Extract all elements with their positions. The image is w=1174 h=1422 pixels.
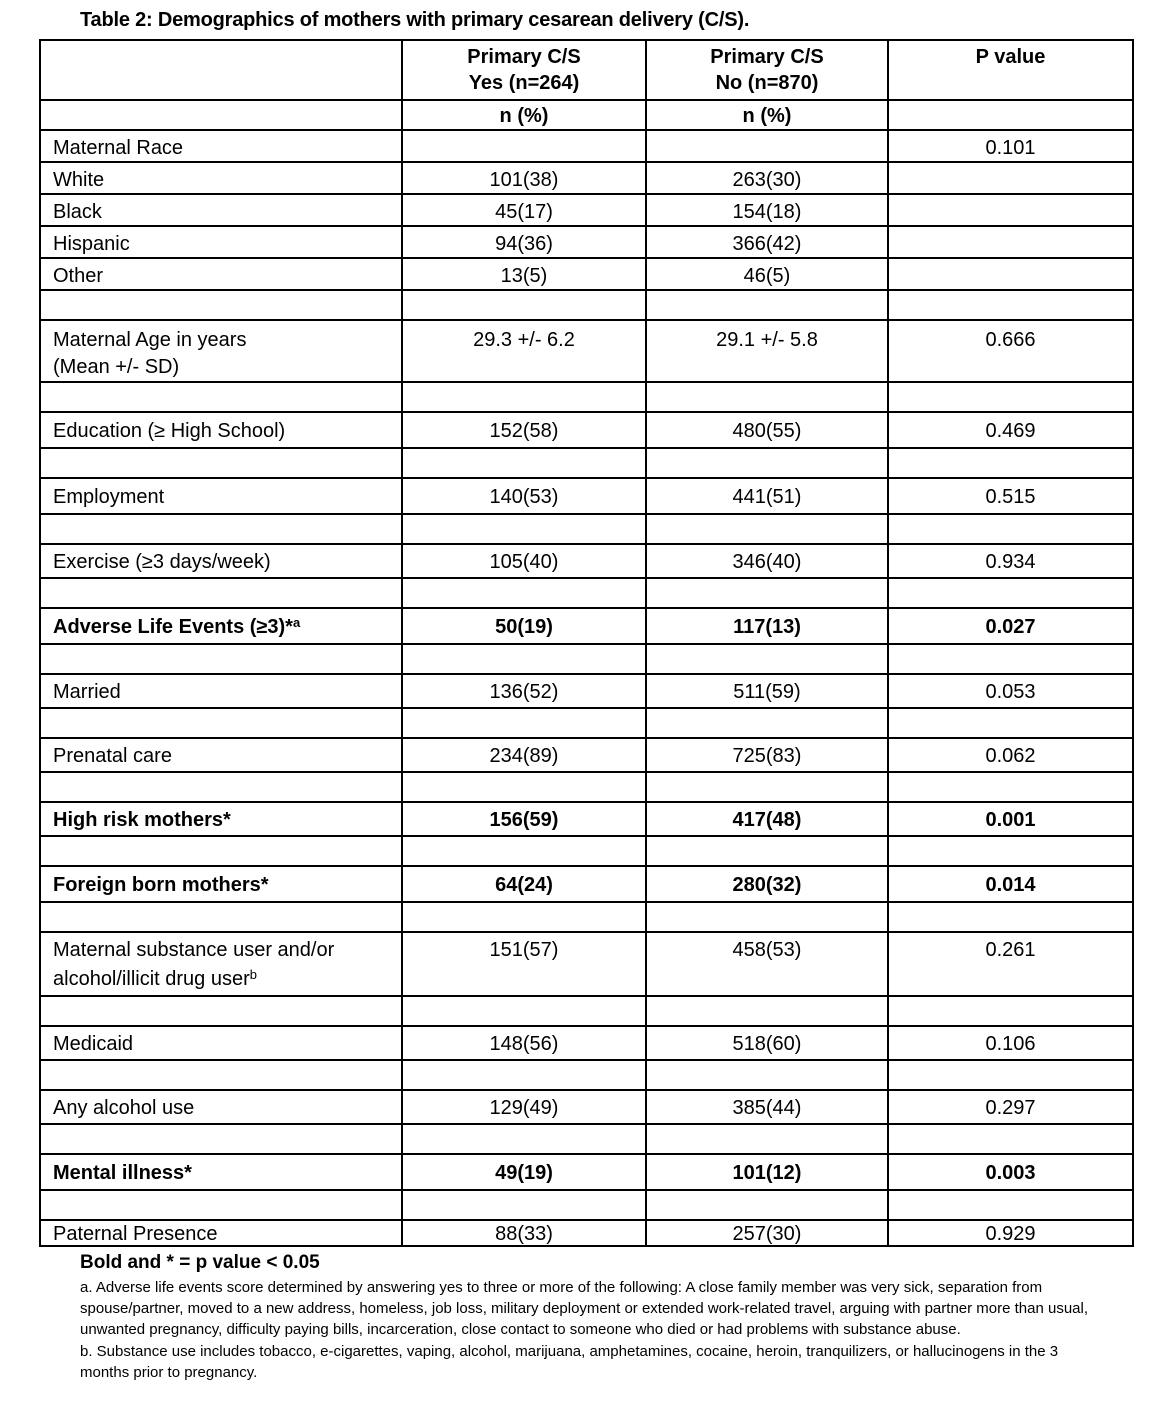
spacer-row — [40, 996, 1133, 1026]
demographics-table — [39, 39, 1134, 1247]
row-label-cell — [40, 320, 402, 382]
table-row — [40, 226, 1133, 258]
spacer-row — [40, 382, 1133, 412]
row-no: 366(42) — [646, 226, 888, 258]
row-yes: 234(89) — [402, 738, 646, 772]
footnote-marker: b — [249, 967, 257, 982]
row-label: Other — [40, 258, 402, 290]
spacer-row — [40, 1060, 1133, 1090]
row-label-line2: (Mean +/- SD) — [53, 356, 180, 378]
row-label: High risk mothers* — [40, 802, 402, 836]
row-p: 0.666 — [888, 320, 1133, 382]
table-row — [40, 1090, 1133, 1124]
row-label-cell — [40, 932, 402, 996]
row-label: Education (≥ High School) — [40, 412, 402, 448]
header-unit-no: n (%) — [646, 100, 888, 130]
row-no: 725(83) — [646, 738, 888, 772]
row-yes: 101(38) — [402, 162, 646, 194]
spacer-row — [40, 836, 1133, 866]
row-no: 280(32) — [646, 866, 888, 902]
header-p-cell — [888, 40, 1133, 100]
row-yes: 140(53) — [402, 478, 646, 514]
row-label: Married — [40, 674, 402, 708]
header-unit-row — [40, 100, 1133, 130]
row-p: 0.515 — [888, 478, 1133, 514]
table-row — [40, 412, 1133, 448]
header-no-cell — [646, 40, 888, 100]
footnotes — [80, 1251, 1090, 1383]
table-row-significant — [40, 802, 1133, 836]
row-yes: 45(17) — [402, 194, 646, 226]
row-p: 0.014 — [888, 866, 1133, 902]
header-unit-p — [888, 100, 1133, 130]
significance-note: Bold and * = p value < 0.05 — [80, 1252, 320, 1273]
row-no: 385(44) — [646, 1090, 888, 1124]
table-row — [40, 544, 1133, 578]
row-label: Medicaid — [40, 1026, 402, 1060]
header-no-line2: No (n=870) — [715, 72, 819, 94]
row-p: 0.062 — [888, 738, 1133, 772]
spacer-row — [40, 902, 1133, 932]
row-no: 46(5) — [646, 258, 888, 290]
table-row-significant — [40, 608, 1133, 644]
spacer-row — [40, 578, 1133, 608]
row-no: 263(30) — [646, 162, 888, 194]
row-yes: 50(19) — [402, 608, 646, 644]
table-row — [40, 738, 1133, 772]
row-label: Paternal Presence — [40, 1220, 402, 1246]
row-label-cell — [40, 608, 402, 644]
table-row — [40, 194, 1133, 226]
table-row — [40, 1026, 1133, 1060]
spacer-row — [40, 448, 1133, 478]
spacer-row — [40, 708, 1133, 738]
row-yes: 105(40) — [402, 544, 646, 578]
row-label: Hispanic — [40, 226, 402, 258]
row-p: 0.261 — [888, 932, 1133, 996]
row-label: Maternal Age in years — [53, 329, 247, 351]
header-yes-cell — [402, 40, 646, 100]
row-p: 0.469 — [888, 412, 1133, 448]
table-row-significant — [40, 866, 1133, 902]
row-label: Any alcohol use — [40, 1090, 402, 1124]
table-row — [40, 932, 1133, 996]
row-yes: 148(56) — [402, 1026, 646, 1060]
row-yes: 156(59) — [402, 802, 646, 836]
row-yes — [402, 130, 646, 162]
spacer-row — [40, 290, 1133, 320]
row-label: Maternal substance user and/or — [53, 939, 335, 961]
row-label: Foreign born mothers* — [40, 866, 402, 902]
spacer-row — [40, 644, 1133, 674]
row-no: 458(53) — [646, 932, 888, 996]
spacer-row — [40, 772, 1133, 802]
table-row — [40, 1220, 1133, 1246]
row-yes: 94(36) — [402, 226, 646, 258]
header-p-label: P value — [975, 46, 1046, 68]
row-p: 0.053 — [888, 674, 1133, 708]
row-label: Maternal Race — [40, 130, 402, 162]
row-no: 480(55) — [646, 412, 888, 448]
row-p: 0.297 — [888, 1090, 1133, 1124]
row-no — [646, 130, 888, 162]
row-yes: 136(52) — [402, 674, 646, 708]
table-row — [40, 674, 1133, 708]
row-yes: 49(19) — [402, 1154, 646, 1190]
row-yes: 64(24) — [402, 866, 646, 902]
row-yes: 151(57) — [402, 932, 646, 996]
row-no: 441(51) — [646, 478, 888, 514]
row-label-line2-wrap — [53, 963, 401, 995]
table-row — [40, 130, 1133, 162]
row-label: White — [40, 162, 402, 194]
header-yes-line2: Yes (n=264) — [468, 72, 580, 94]
row-p: 0.027 — [888, 608, 1133, 644]
spacer-row — [40, 514, 1133, 544]
table-row — [40, 478, 1133, 514]
row-p: 0.101 — [888, 130, 1133, 162]
row-yes: 13(5) — [402, 258, 646, 290]
row-label: Black — [40, 194, 402, 226]
row-no: 518(60) — [646, 1026, 888, 1060]
footnote-b: b. Substance use includes tobacco, e-cigarettes, vaping, alcohol, marijuana, amphetamines, cocaine, heroin, tranquilizers, or hallucinogens in the 3 months prior to pregnancy. — [80, 1343, 1059, 1381]
row-no: 511(59) — [646, 674, 888, 708]
row-p: 0.001 — [888, 802, 1133, 836]
row-p — [888, 162, 1133, 194]
header-row — [40, 40, 1133, 100]
table-row — [40, 320, 1133, 382]
row-yes: 152(58) — [402, 412, 646, 448]
row-yes: 129(49) — [402, 1090, 646, 1124]
row-p — [888, 226, 1133, 258]
row-no: 346(40) — [646, 544, 888, 578]
header-yes-line1: Primary C/S — [467, 46, 581, 68]
footnote-a: a. Adverse life events score determined by answering yes to three or more of the following: A close family member was very sick, separation from spouse/partner, moved to a new address, homeless, job loss, military deployment or extended work-related travel, arguing with partner more than usual, unwanted pregnancy, difficulty paying bills, incarceration, close contact to someone who died or had problems with substance abuse. — [80, 1279, 1089, 1338]
row-p — [888, 194, 1133, 226]
row-p: 0.106 — [888, 1026, 1133, 1060]
row-p: 0.929 — [888, 1220, 1133, 1246]
row-no: 154(18) — [646, 194, 888, 226]
row-p: 0.003 — [888, 1154, 1133, 1190]
header-no-line1: Primary C/S — [710, 46, 824, 68]
row-label: Exercise (≥3 days/week) — [40, 544, 402, 578]
header-unit-yes: n (%) — [402, 100, 646, 130]
header-unit-empty — [40, 100, 402, 130]
row-p — [888, 258, 1133, 290]
row-no: 417(48) — [646, 802, 888, 836]
table-row — [40, 258, 1133, 290]
row-label: Mental illness* — [40, 1154, 402, 1190]
table-row-significant — [40, 1154, 1133, 1190]
row-label: Prenatal care — [40, 738, 402, 772]
table-row — [40, 162, 1133, 194]
row-yes: 88(33) — [402, 1220, 646, 1246]
row-label-line2: alcohol/illicit drug user — [53, 968, 250, 990]
spacer-row — [40, 1124, 1133, 1154]
header-empty-cell — [40, 40, 402, 100]
row-no: 29.1 +/- 5.8 — [646, 320, 888, 382]
spacer-row — [40, 1190, 1133, 1220]
footnote-marker: a — [292, 615, 301, 630]
row-p: 0.934 — [888, 544, 1133, 578]
row-label: Adverse Life Events (≥3)* — [53, 616, 293, 638]
table-caption: Table 2: Demographics of mothers with primary cesarean delivery (C/S). — [80, 9, 750, 31]
row-no: 101(12) — [646, 1154, 888, 1190]
row-yes: 29.3 +/- 6.2 — [402, 320, 646, 382]
row-no: 117(13) — [646, 608, 888, 644]
row-label: Employment — [40, 478, 402, 514]
row-no: 257(30) — [646, 1220, 888, 1246]
